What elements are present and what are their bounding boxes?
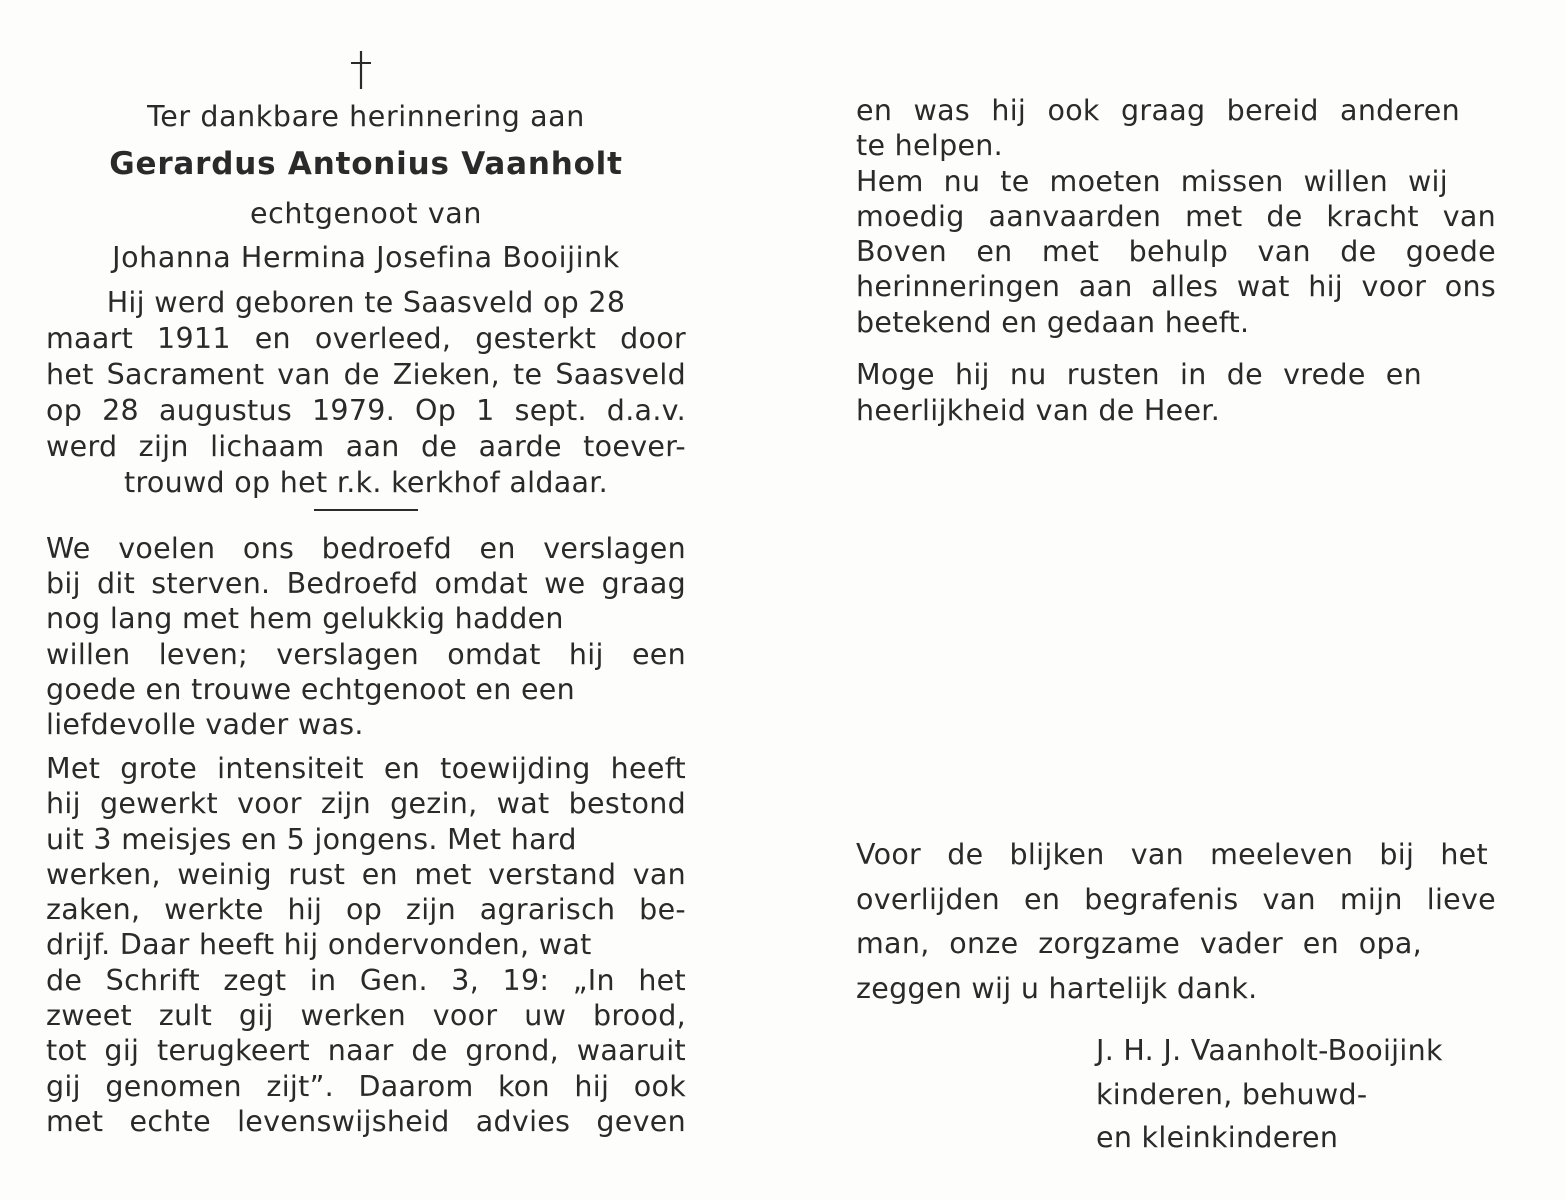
bio-line: maart 1911 en overleed, gesterkt door	[46, 322, 686, 355]
bio-line: werd zijn lichaam aan de aarde toever-	[46, 430, 686, 463]
signature-line: en kleinkinderen	[1096, 1121, 1339, 1154]
text-line: liefdevolle vader was.	[46, 708, 364, 742]
text-line: Hem nu te moeten missen willen wij	[856, 164, 1448, 198]
text-line: moedig aanvaarden met de kracht van	[856, 199, 1496, 233]
cross-icon	[348, 50, 374, 90]
divider-line	[314, 509, 418, 511]
bio-line: Hij werd geboren te Saasveld op 28	[106, 286, 626, 319]
paragraph-helpful	[856, 93, 1496, 340]
text-line: Boven en met behulp van de goede	[856, 235, 1496, 269]
text-line: overlijden en begrafenis van mijn lieve	[856, 882, 1496, 916]
text-line: bij dit sterven. Bedroefd omdat we graag	[46, 567, 686, 601]
text-line: tot gij terugkeert naar de grond, waaruit	[46, 1034, 686, 1068]
bio-line: het Sacrament van de Zieken, te Saasveld	[46, 358, 686, 391]
text-line: betekend en gedaan heeft.	[856, 305, 1250, 339]
signature-line: kinderen, behuwd-	[1096, 1077, 1368, 1111]
biography	[46, 285, 686, 501]
text-line: zweet zult gij werken voor uw brood,	[46, 999, 686, 1033]
text-line: goede en trouwe echtgenoot en een	[46, 672, 575, 706]
text-line: Moge hij nu rusten in de vrede en	[856, 358, 1422, 391]
text-line: te helpen.	[856, 129, 1004, 163]
text-line: We voelen ons bedroefd en verslagen	[46, 532, 686, 565]
deceased-name: Gerardus Antonius Vaanholt	[109, 146, 623, 182]
paragraph-grief	[46, 531, 686, 742]
spouse-name: Johanna Hermina Josefina Booijink	[112, 241, 620, 274]
paragraph-prayer	[856, 357, 1496, 429]
text-line: werken, weinig rust en met verstand van	[46, 857, 686, 891]
bio-line: op 28 augustus 1979. Op 1 sept. d.a.v.	[46, 394, 686, 427]
text-line: gij genomen zijt”. Daarom kon hij ook	[46, 1069, 686, 1103]
text-line: herinneringen aan alles wat hij voor ons	[856, 270, 1496, 304]
text-line: Met grote intensiteit en toewijding heeft	[46, 752, 686, 785]
text-line: heerlijkheid van de Heer.	[856, 394, 1221, 427]
text-line: hij gewerkt voor zijn gezin, wat bestond	[46, 787, 686, 821]
bio-line: trouwd op het r.k. kerkhof aldaar.	[123, 466, 609, 499]
text-line: zaken, werkte hij op zijn agrarisch be-	[46, 893, 686, 927]
signature-line: J. H. J. Vaanholt-Booijink	[1096, 1034, 1443, 1067]
text-line: de Schrift zegt in Gen. 3, 19: „In het	[46, 963, 686, 997]
text-line: en was hij ook graag bereid anderen	[856, 94, 1460, 127]
text-line: man, onze zorgzame vader en opa,	[856, 927, 1422, 960]
text-line: willen leven; verslagen omdat hij een	[46, 637, 686, 671]
text-line: zeggen wij u hartelijk dank.	[856, 971, 1258, 1005]
intro-text: Ter dankbare herinnering aan	[147, 100, 585, 133]
text-line: met echte levenswijsheid advies geven	[46, 1104, 686, 1138]
spouse-prefix: echtgenoot van	[249, 197, 483, 230]
text-line: drijf. Daar heeft hij ondervonden, wat	[46, 928, 592, 962]
paragraph-thanks	[856, 833, 1496, 1011]
text-line: Voor de blijken van meeleven bij het	[856, 838, 1488, 871]
signature	[1096, 1029, 1506, 1160]
text-line: nog lang met hem gelukkig hadden	[46, 602, 564, 636]
text-line: uit 3 meisjes en 5 jongens. Met hard	[46, 822, 577, 856]
paragraph-life	[46, 751, 686, 1139]
